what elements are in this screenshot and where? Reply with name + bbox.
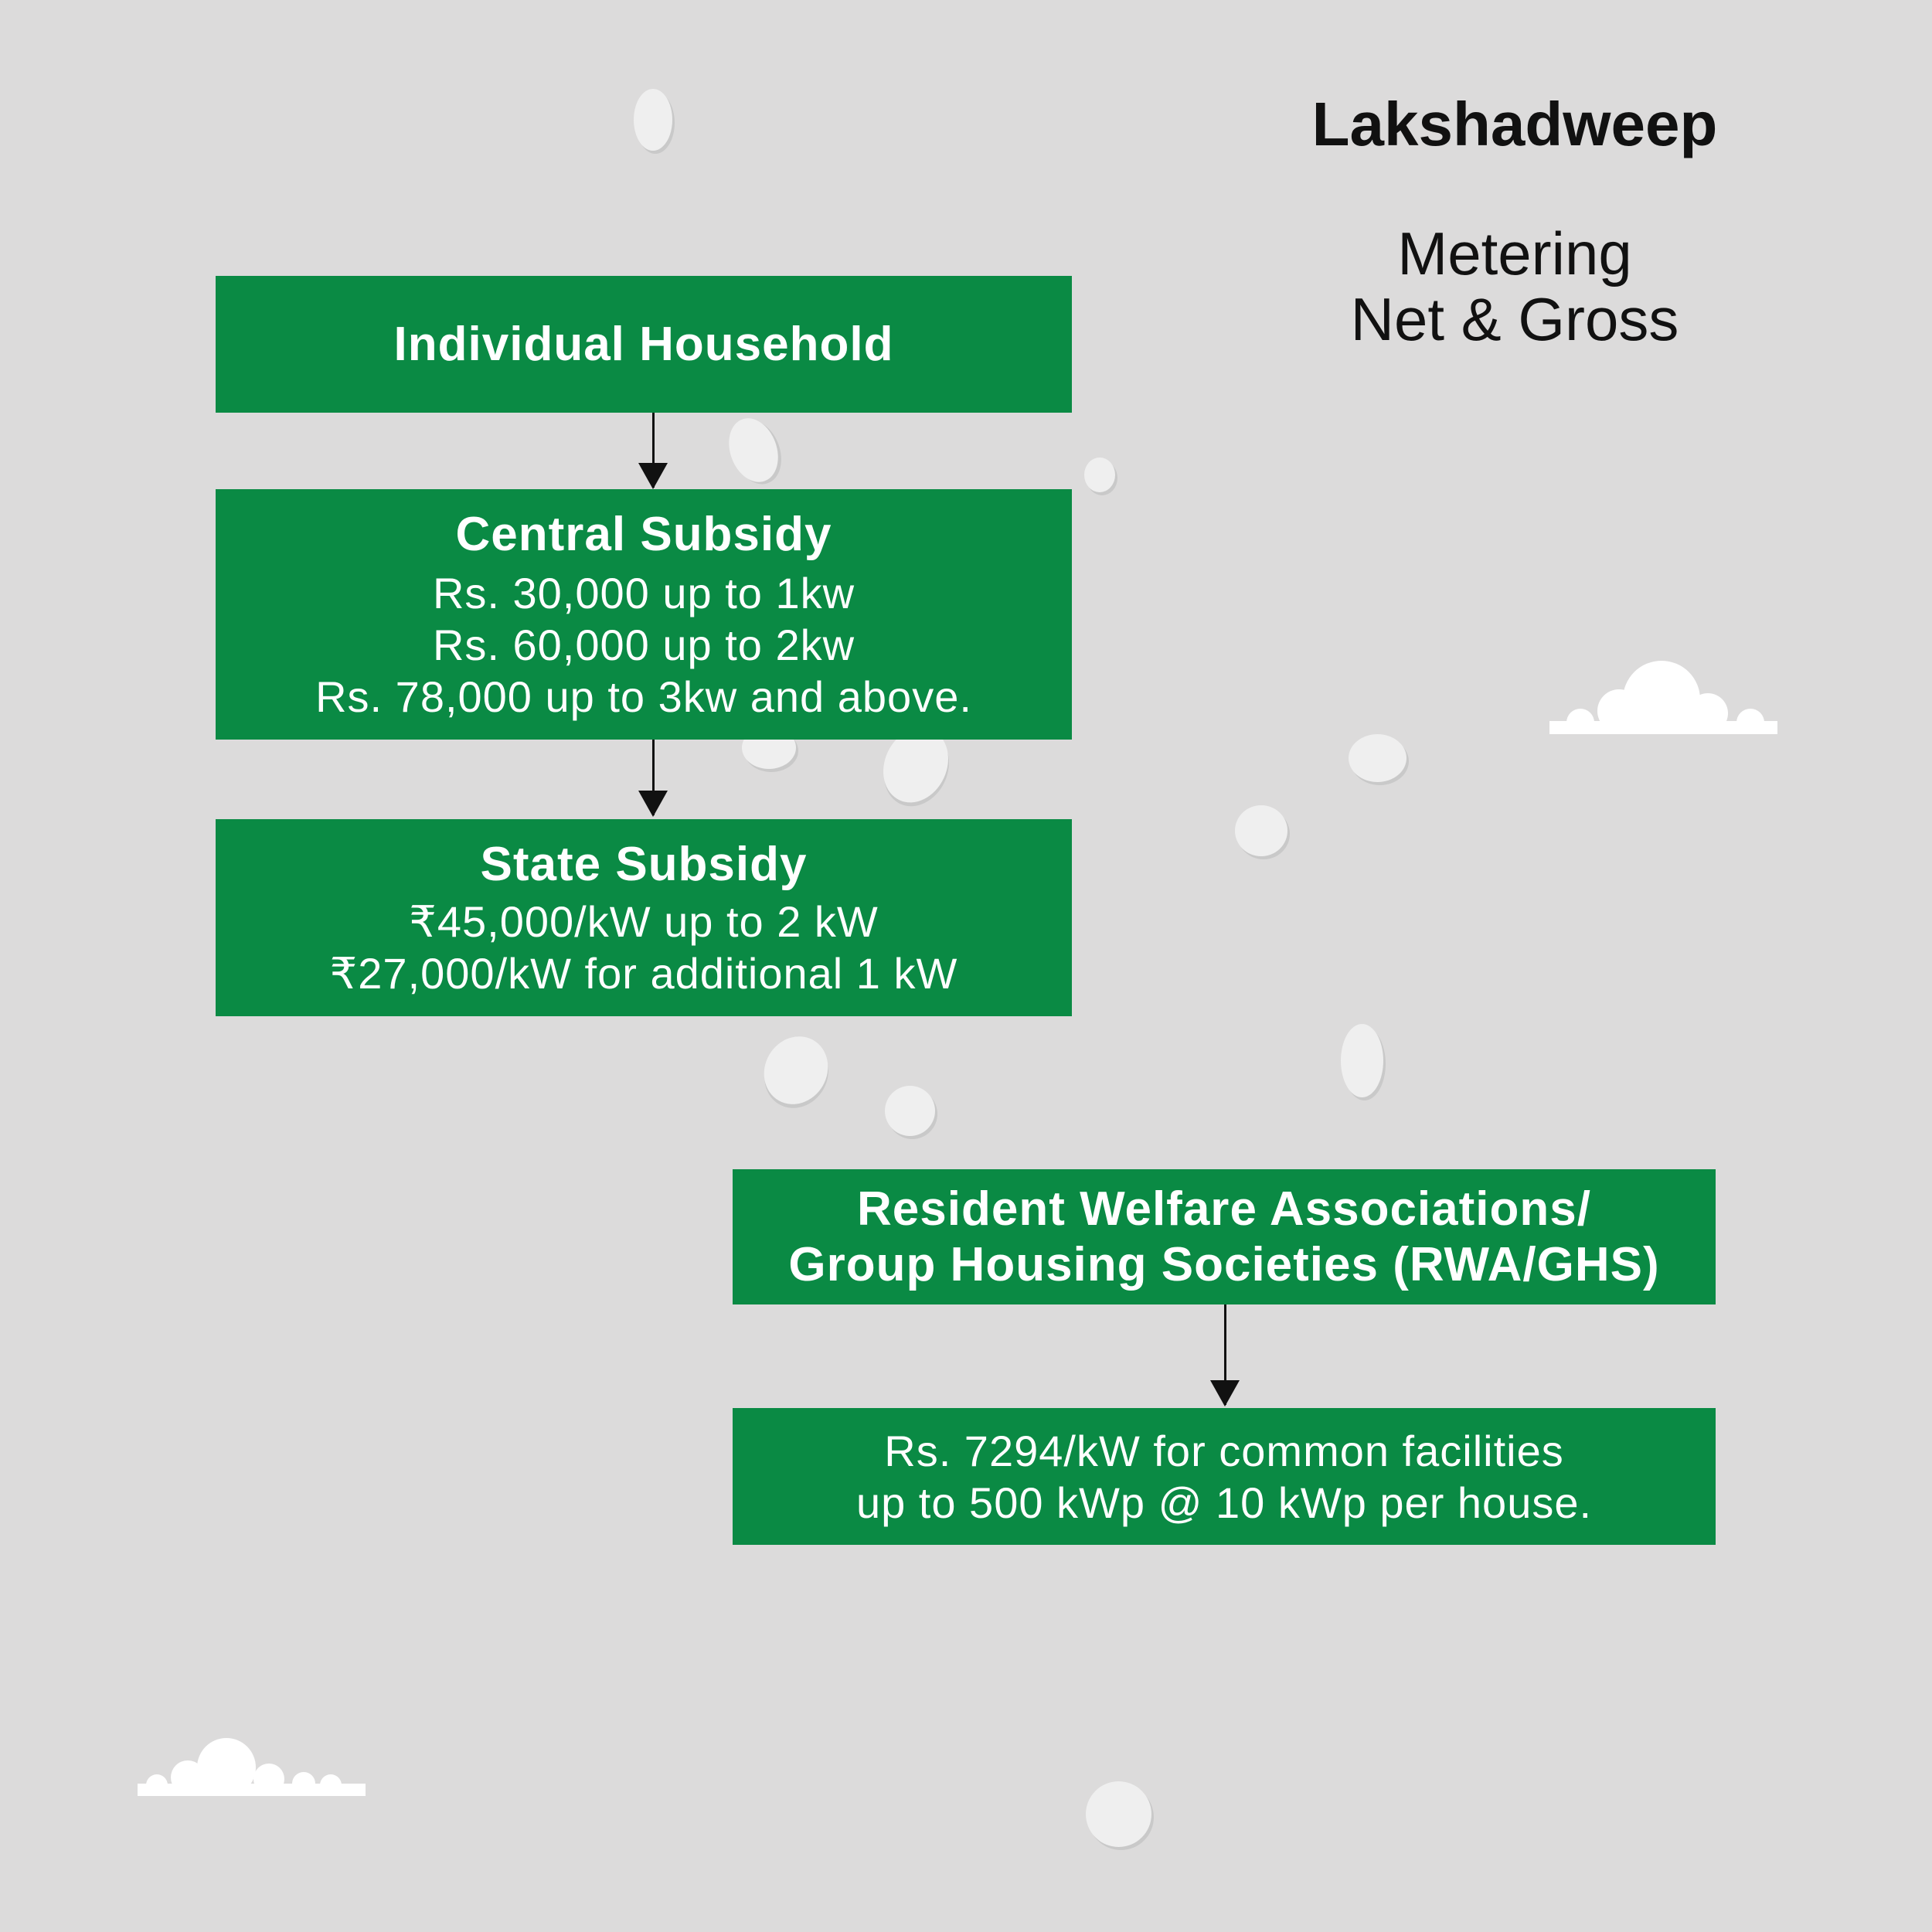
- island-shape: [752, 1025, 840, 1116]
- rwa-subsidy-line: up to 500 kWp @ 10 kWp per house.: [855, 1478, 1593, 1527]
- page-title: Lakshadweep: [1311, 90, 1718, 158]
- island-shape: [1341, 1024, 1383, 1097]
- individual-household-box: [216, 276, 1072, 413]
- state-subsidy-line: ₹45,000/kW up to 2 kW: [409, 896, 879, 946]
- rwa-title-line: Group Housing Societies (RWA/GHS): [788, 1237, 1660, 1291]
- cloud-icon: [138, 1733, 369, 1796]
- rwa-subsidy-box: [733, 1408, 1716, 1545]
- subtitle-line1: Metering: [1397, 219, 1632, 287]
- island-shape: [720, 411, 786, 488]
- rwa-subsidy-line: Rs. 7294/kW for common facilities: [884, 1426, 1564, 1475]
- arrow-down: [1224, 1304, 1226, 1405]
- state-subsidy-line: ₹27,000/kW for additional 1 kW: [329, 948, 958, 998]
- central-subsidy-title: Central Subsidy: [455, 507, 832, 561]
- central-subsidy-line: Rs. 60,000 up to 2kw: [432, 620, 855, 669]
- central-subsidy-box: [216, 489, 1072, 740]
- island-shape: [1349, 734, 1406, 782]
- central-subsidy-line: Rs. 30,000 up to 1kw: [432, 568, 855, 617]
- island-shape: [1084, 457, 1115, 492]
- island-shape: [1235, 805, 1287, 856]
- rwa-title-line: Resident Welfare Associations/: [857, 1182, 1591, 1236]
- subtitle-line2: Net & Gross: [1350, 285, 1679, 353]
- state-subsidy-box: [216, 819, 1072, 1016]
- individual-household-label: Individual Household: [393, 317, 894, 371]
- island-shape: [885, 1086, 935, 1136]
- arrow-down: [652, 740, 655, 815]
- rwa-box: [733, 1169, 1716, 1304]
- cloud-icon: [1549, 653, 1781, 734]
- island-shape: [634, 89, 672, 151]
- state-subsidy-title: State Subsidy: [480, 837, 808, 891]
- arrow-down: [652, 413, 655, 488]
- central-subsidy-line: Rs. 78,000 up to 3kw and above.: [315, 672, 972, 721]
- island-shape: [1086, 1781, 1151, 1847]
